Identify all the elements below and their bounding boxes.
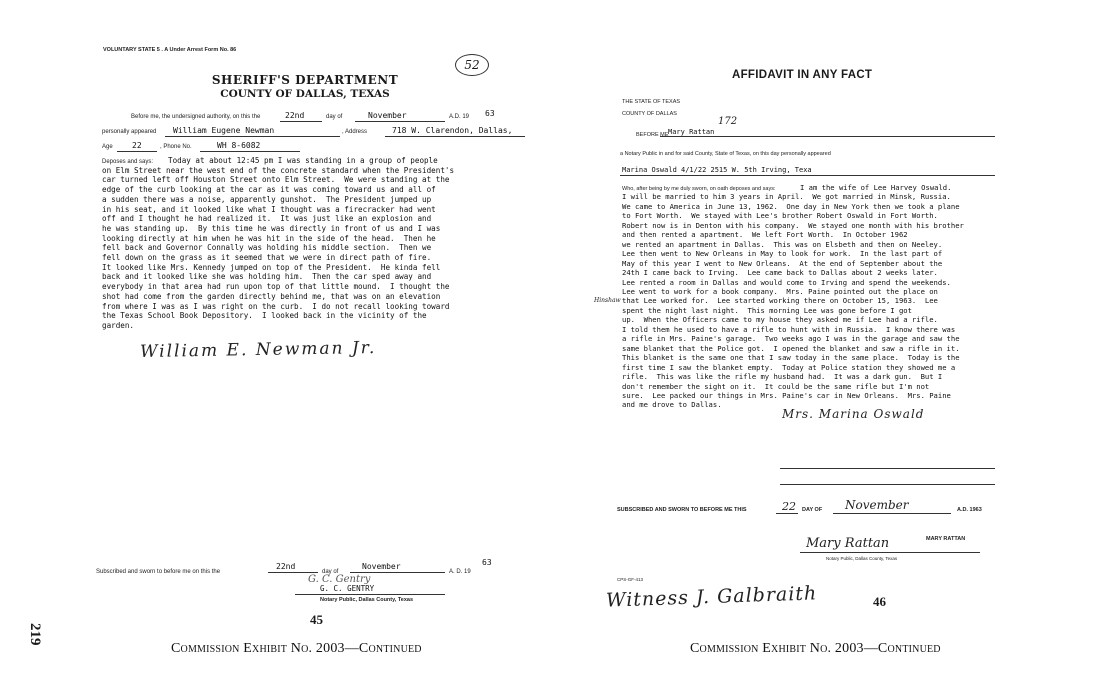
statement-text bbox=[622, 183, 964, 410]
statement-line: Lee rented a room in Dallas and would come to Irving and spend the weekends. bbox=[622, 277, 951, 287]
statement-line: from where I was as I was right on the curb. I do not recall looking toward bbox=[102, 301, 450, 311]
statement-line: I am the wife of Lee Harvey Oswald. bbox=[800, 183, 952, 192]
month-value: November bbox=[368, 111, 407, 120]
sub-ad-label: A.D. 1963 bbox=[957, 507, 982, 513]
state-label: THE STATE OF TEXAS bbox=[622, 99, 681, 105]
affidavit-title: AFFIDAVIT IN ANY FACT bbox=[732, 69, 873, 81]
statement-line: to Fort Worth. We stayed with Lee's brother Robert Oswald in Fort Worth. bbox=[622, 211, 938, 221]
statement-line: Lee went to work for a book company. Mrs. Paine pointed out the place on bbox=[622, 286, 938, 296]
statement-line: sure. Lee packed our things in Mrs. Paine's car in New Orleans. Mrs. Paine bbox=[622, 390, 951, 400]
sub-ad-label: A. D. 19 bbox=[449, 569, 471, 575]
page-no-45: 45 bbox=[310, 612, 323, 627]
age-label: Age bbox=[102, 144, 113, 150]
appeared-value: Marina Oswald 4/1/22 2515 W. 5th Irving, Texa bbox=[622, 166, 812, 174]
statement-line: fell back and Governor Connally was holding his middle section. Then we bbox=[102, 243, 432, 253]
sub-month-value: November bbox=[845, 498, 909, 512]
county-label: COUNTY OF DALLAS bbox=[622, 111, 677, 117]
statement-line: This blanket is the same one that I saw today in the same place. Today is the bbox=[622, 353, 960, 363]
statement-line: we rented an apartment in Dallas. This was on Elsbeth and then on Neeley. bbox=[622, 239, 943, 249]
statement-line: I told them he used to have a rifle to hunt with in Russia. I know there was bbox=[622, 324, 956, 334]
statement-line: in his seat, and it looked like what I thought was a firecracker had went bbox=[102, 204, 436, 214]
gentry-signature: G. C. Gentry bbox=[308, 574, 371, 585]
statement-text bbox=[102, 156, 454, 331]
statement-line: a sudden there was a noise, apparently gunshot. The President jumped up bbox=[102, 194, 432, 204]
oswald-signature: Mrs. Marina Oswald bbox=[782, 407, 925, 421]
day-value: 22nd bbox=[285, 111, 305, 120]
newman-signature: William E. Newman Jr. bbox=[139, 337, 377, 363]
statement-line: shot had come from the garden directly behind me, that was on an elevation bbox=[102, 291, 441, 301]
form-code: CPS-GF-413 bbox=[617, 577, 644, 582]
statement-line: on Elm Street near the west end of the concrete standard when the President's bbox=[102, 165, 455, 175]
statement-line: back and it looked like she was holding him. Then the car sped away and bbox=[102, 272, 432, 282]
before-me-label: Before me, the undersigned authority, on this the bbox=[131, 114, 261, 120]
statement-line: I will be married to him 3 years in April. We got married in Minsk, Russia. bbox=[622, 192, 951, 202]
statement-line: Today at about 12:45 pm I was standing in a group of people bbox=[168, 156, 438, 165]
age-value: 22 bbox=[132, 141, 142, 150]
statement-line: May of this year I went to New Orleans. At the end of September about the bbox=[622, 258, 943, 268]
statement-line: fell down on the grass as it seemed that we were in direct path of fire. bbox=[102, 253, 432, 263]
phone-value: WH 8-6082 bbox=[217, 141, 261, 150]
subscribed-label: Subscribed and sworn to before me on this the bbox=[96, 569, 221, 575]
statement-line: don't remember the sight on it. It could be the same rifle but I'm not bbox=[622, 381, 930, 391]
handwritten-initials: 172 bbox=[718, 116, 738, 127]
phone-label: , Phone No. bbox=[160, 144, 192, 150]
address-value: 718 W. Clarendon, Dallas, bbox=[392, 126, 513, 135]
statement-line: We came to America in June 13, 1962. One day in New York then we took a plane bbox=[622, 201, 960, 211]
statement-line: he was standing up. By this time he was directly in front of us and I was bbox=[102, 223, 441, 233]
statement-line: that Lee worked for. Lee started working there on October 15, 1963. Lee bbox=[622, 296, 938, 306]
sub-year-value: 63 bbox=[482, 558, 492, 567]
sheriff-title: SHERIFF'S DEPARTMENT bbox=[211, 73, 399, 87]
ad-label: A.D. 19 bbox=[449, 114, 470, 120]
statement-line: and me drove to Dallas. bbox=[622, 400, 722, 410]
county-title: COUNTY OF DALLAS, TEXAS bbox=[220, 88, 390, 100]
statement-line: a rifle in Mrs. Paine's garage. Two weeks ago I was in the garage and saw the bbox=[622, 334, 960, 344]
statement-line: everybody in that area had run upon top of that little mound. I thought the bbox=[102, 282, 450, 292]
statement-line: the Texas School Book Depository. I looked back in the vicinity of the bbox=[102, 311, 427, 321]
notary-title: Notary Public, Dallas County, Texas bbox=[320, 597, 414, 603]
name-value: William Eugene Newman bbox=[173, 126, 275, 135]
statement-line: car turned left off Houston Street onto Elm Street. We were standing at the bbox=[102, 175, 450, 185]
statement-line: looking directly at him when he was hit in the side of the head. Then he bbox=[102, 233, 436, 243]
subscribed-label: SUBSCRIBED AND SWORN TO BEFORE ME THIS bbox=[617, 507, 747, 513]
notary-name-value: Mary Rattan bbox=[668, 128, 715, 136]
sub-day-value: 22nd bbox=[276, 562, 296, 571]
statement-line: same blanket that the Police got. I opened the blanket and saw a rifle in it. bbox=[622, 343, 960, 353]
statement-line: edge of the curb looking at the car as it was coming toward us and all of bbox=[102, 185, 436, 195]
year-value: 63 bbox=[485, 109, 495, 118]
statement-line: spent the night last night. This morning Lee was gone before I got bbox=[622, 305, 912, 315]
statement-line: rifle. This was like the rifle my husband had. It was a dark gun. But I bbox=[622, 372, 943, 382]
sub-day-of-label: day of bbox=[322, 569, 339, 575]
before-me-label: BEFORE ME bbox=[636, 132, 669, 138]
page-no-46: 46 bbox=[873, 594, 886, 609]
statement-line: first time I saw the blanket empty. Today at Police station they showed me a bbox=[622, 362, 956, 372]
sub-day-value: 22 bbox=[782, 500, 796, 513]
deposes-label: Deposes and says: bbox=[102, 159, 154, 165]
notary-printed-name: MARY RATTAN bbox=[926, 536, 966, 542]
page-number: 219 bbox=[27, 623, 43, 646]
personally-appeared-label: personally appeared bbox=[102, 129, 157, 135]
statement-line: up. When the Officers came to my house they asked me if Lee had a rifle. bbox=[622, 315, 938, 325]
notary-line: a Notary Public in and for said County, State of Texas, on this day personally appeared bbox=[620, 151, 831, 157]
margin-note: Hinshaw bbox=[594, 297, 621, 304]
notary-typed-name: G. C. GENTRY bbox=[320, 584, 375, 593]
day-of-label: day of bbox=[326, 114, 343, 120]
statement-line: and then rented a apartment. We left Fort Worth. In October 1962 bbox=[622, 230, 908, 240]
caption-right: Commission Exhibit No. 2003—Continued bbox=[690, 641, 941, 656]
statement-line: garden. bbox=[102, 320, 135, 330]
notary-title: Notary Public, Dallas County, Texas bbox=[826, 556, 898, 561]
statement-line: Robert now is in Denton with his company. We stayed one month with his brother bbox=[622, 220, 964, 230]
address-label: , Address bbox=[342, 129, 368, 135]
sub-day-of-label: DAY OF bbox=[802, 507, 823, 513]
form-header: VOLUNTARY STATE 5 . A Under Arrest Form No. 86 bbox=[103, 47, 237, 53]
sub-month-value: November bbox=[362, 562, 401, 571]
galbraith-signature: Witness J. Galbraith bbox=[605, 582, 818, 612]
who-after-label: Who, after being by me duly sworn, on oath deposes and says: bbox=[622, 186, 776, 192]
circled-number: 52 bbox=[455, 54, 489, 76]
statement-line: It looked like Mrs. Kennedy jumped on top of the President. He kinda fell bbox=[102, 262, 441, 272]
statement-line: Lee then went to New Orleans in May to look for work. In the last part of bbox=[622, 249, 943, 259]
statement-line: 24th I came back to Irving. Lee came back to Dallas about 2 weeks later. bbox=[622, 268, 938, 278]
statement-line: off and I thought he had realized it. It was just like an explosion and bbox=[102, 214, 432, 224]
rattan-signature: Mary Rattan bbox=[806, 536, 890, 551]
caption-left: Commission Exhibit No. 2003—Continued bbox=[171, 641, 422, 656]
